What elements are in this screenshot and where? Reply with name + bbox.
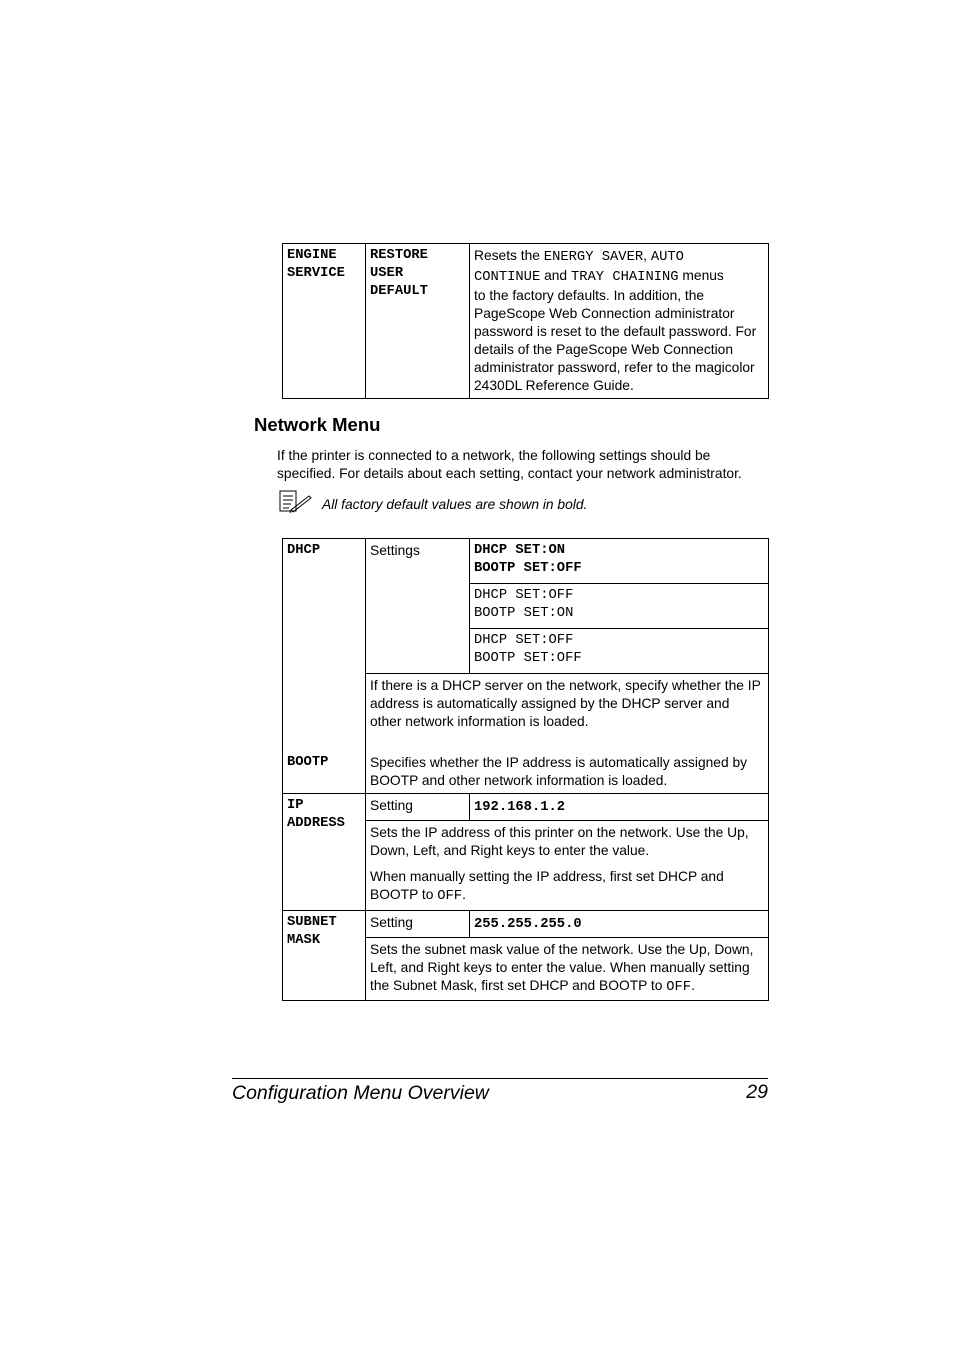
dhcp-description: If there is a DHCP server on the network, specify whether the IP address is automatically assigned by the DHCP server and other network information is loaded. (370, 678, 761, 729)
description-cell (470, 244, 769, 399)
section-heading: Network Menu (254, 414, 381, 435)
punctuation: . (462, 887, 466, 902)
desc-text: Resets the (474, 248, 544, 263)
setting-label: Setting (370, 915, 413, 930)
settings-label: Settings (370, 543, 420, 558)
menu-label: ENGINE (287, 248, 337, 263)
item-label: DEFAULT (370, 284, 428, 299)
setting-label-cell (366, 794, 470, 821)
desc-text: to the factory defaults. In addition, the PageScope Web Connection administrator password is reset to the default password. For details of the PageScope Web Connection administrator password, refer to the magicolor 2430DL Reference Guide. (474, 288, 757, 393)
engine-service-table (282, 243, 769, 399)
bootp-description: Specifies whether the IP address is automatically assigned by BOOTP and other network information is loaded. (370, 755, 748, 788)
description-cell (366, 938, 769, 1001)
menu-ref: ENERGY SAVER (543, 250, 644, 265)
menu-label: SERVICE (287, 266, 345, 281)
table-row (283, 674, 769, 794)
punctuation: . (691, 978, 695, 993)
table-row (283, 539, 769, 584)
option-cell (470, 539, 769, 584)
subnet-default-value: 255.255.255.0 (474, 917, 582, 932)
ip-note: When manually setting the IP address, first set DHCP and BOOTP to (370, 869, 724, 902)
footer-rule (232, 1078, 768, 1079)
menu-cell (283, 911, 366, 1001)
option-value: DHCP SET:OFF (474, 633, 574, 648)
item-label: USER (370, 266, 404, 281)
menu-ref: TRAY CHAINING (570, 270, 679, 285)
option-value: DHCP SET:OFF (474, 588, 574, 603)
value-cell (470, 794, 769, 821)
ip-label: ADDRESS (287, 816, 345, 831)
desc-text: , (643, 248, 651, 263)
table-row (283, 794, 769, 821)
item-label: RESTORE (370, 248, 428, 263)
option-value: BOOTP SET:OFF (474, 651, 582, 666)
ip-label: IP (287, 798, 304, 813)
menu-cell (283, 794, 366, 911)
menu-ref: AUTO (650, 250, 684, 265)
desc-text: menus (678, 268, 724, 283)
note-pencil-icon (279, 490, 313, 514)
option-value: BOOTP SET:ON (474, 606, 574, 621)
menu-cell (283, 629, 366, 674)
option-default: BOOTP SET:OFF (474, 561, 582, 576)
off-value: OFF (437, 889, 463, 904)
option-cell (470, 629, 769, 674)
settings-label-cell (366, 539, 470, 674)
subnet-label: MASK (287, 933, 321, 948)
description-cell (366, 821, 769, 911)
menu-cell (283, 539, 366, 584)
dhcp-label: DHCP (287, 543, 321, 558)
intro-paragraph: If the printer is connected to a network, the following settings should be specified. For details about each setting, contact your network administrator. (277, 448, 742, 481)
description-cell (366, 674, 769, 794)
ip-description: Sets the IP address of this printer on the network. Use the Up, Down, Left, and Right keys to enter the value. (370, 825, 749, 858)
subnet-label: SUBNET (287, 915, 337, 930)
table-row (283, 584, 769, 629)
subnet-description: Sets the subnet mask value of the network. Use the Up, Down, Left, and Right keys to enter the value. When manually setting the Subnet Mask, first set DHCP and BOOTP to (370, 942, 754, 993)
menu-cell (283, 584, 366, 629)
off-value: OFF (666, 980, 692, 995)
network-menu-table (282, 538, 769, 1001)
value-cell (470, 911, 769, 938)
menu-ref: CONTINUE (474, 270, 541, 285)
option-default: DHCP SET:ON (474, 543, 566, 558)
desc-text: and (540, 268, 571, 283)
table-row (283, 911, 769, 938)
menu-cell (283, 674, 366, 794)
item-cell (366, 244, 470, 399)
table-row (283, 244, 769, 399)
table-row (283, 629, 769, 674)
note-text: All factory default values are shown in bold. (322, 497, 588, 512)
option-cell (470, 584, 769, 629)
menu-cell (283, 244, 366, 399)
bootp-label: BOOTP (287, 754, 329, 770)
footer-title: Configuration Menu Overview (232, 1082, 489, 1104)
setting-label-cell (366, 911, 470, 938)
page-number: 29 (746, 1081, 768, 1103)
ip-default-value: 192.168.1.2 (474, 800, 566, 815)
setting-label: Setting (370, 798, 413, 813)
